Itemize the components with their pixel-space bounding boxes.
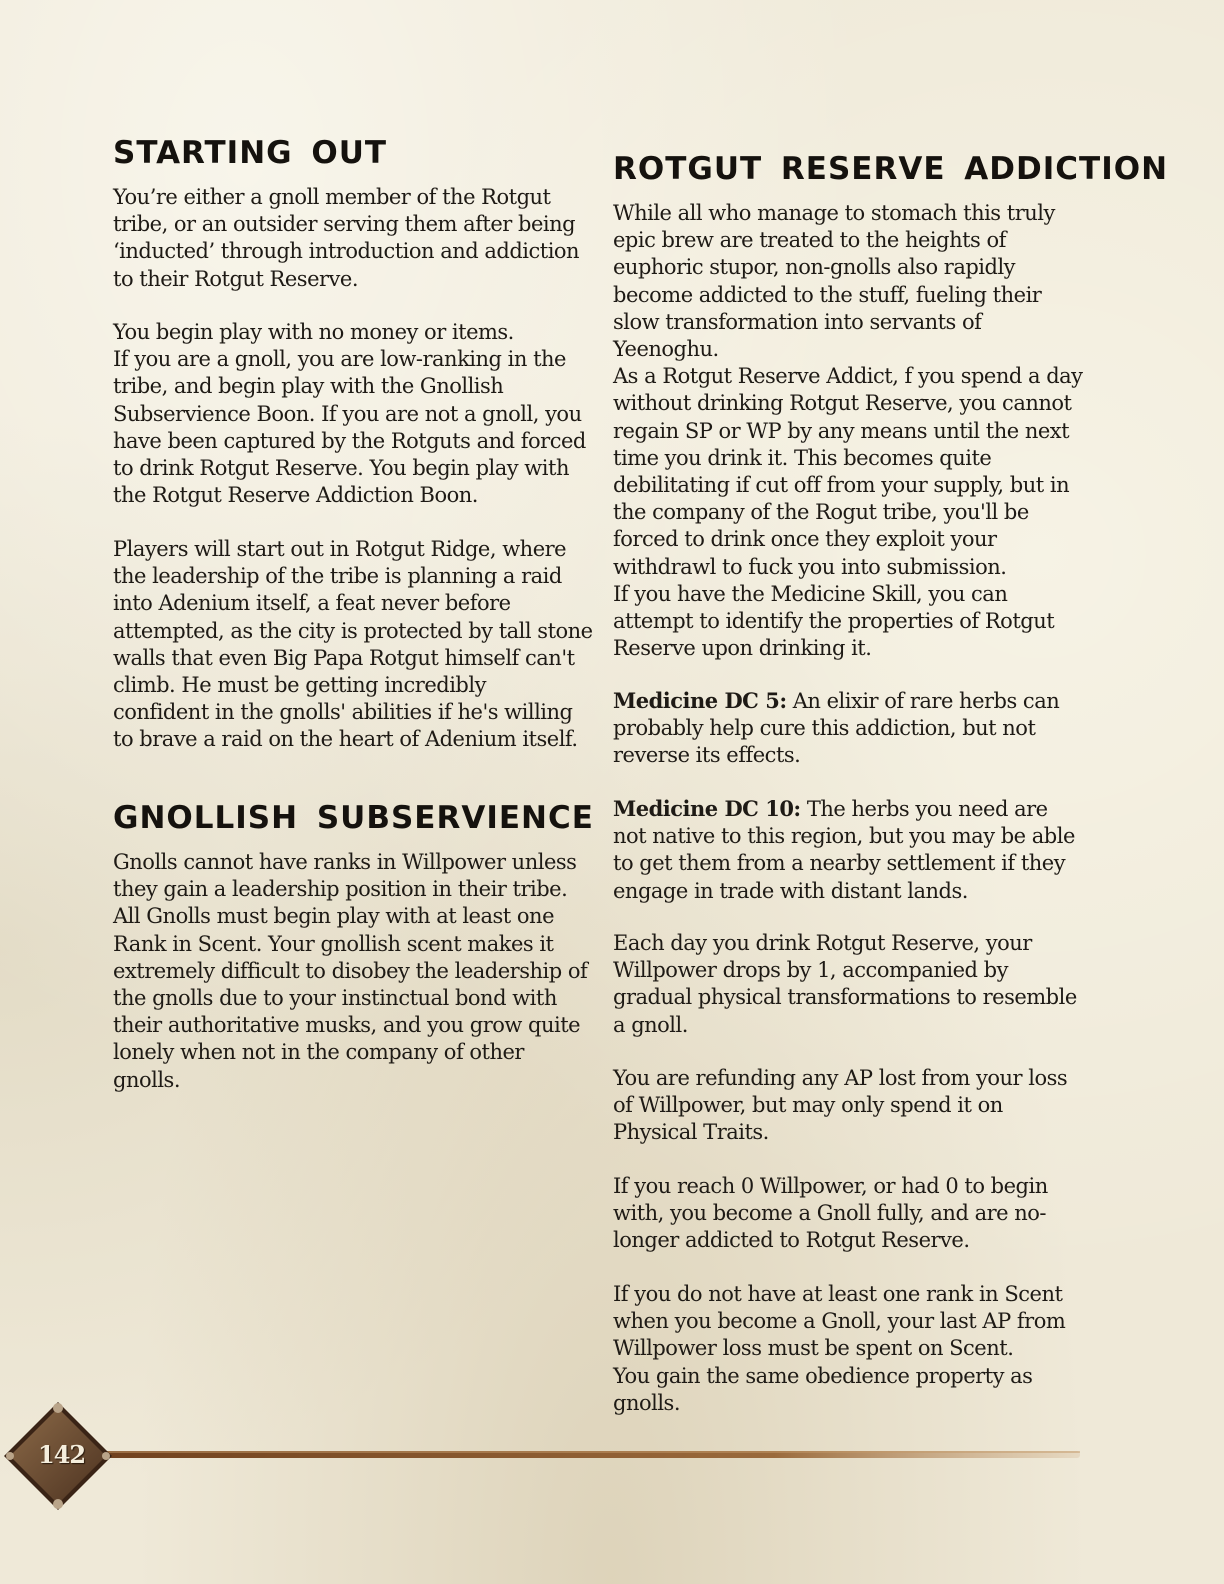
text-line: You begin play with no money or items. <box>113 320 514 344</box>
willpower-drop <box>613 930 1077 1039</box>
text-line: If you have the Medicine Skill, you can <box>613 581 1008 606</box>
text-line: slow transformation into servants of <box>613 309 982 334</box>
text-line: confident in the gnolls' abilities if he's willing <box>113 700 573 725</box>
text-line: gradual physical transformations to resemble <box>613 985 1077 1010</box>
text-line: without drinking Rotgut Reserve, you cannot <box>613 391 1072 416</box>
text-line: attempt to identify the properties of Rotgut <box>613 609 1055 634</box>
text-line: to get them from a nearby settlement if they <box>613 851 1066 876</box>
starting-out-intro <box>113 184 579 293</box>
text-line: If you reach 0 Willpower, or had 0 to begin <box>613 1174 1048 1198</box>
text-line: lonely when not in the company of other <box>113 1040 524 1065</box>
text-line: euphoric stupor, non-gnolls also rapidly <box>613 255 1016 280</box>
text-line: into Adenium itself, a feat never before <box>113 591 511 616</box>
text-line: All Gnolls must begin play with at least one <box>113 904 554 929</box>
text-line: the gnolls due to your instinctual bond with <box>113 986 557 1011</box>
medicine-dc5-label: Medicine DC 5: <box>613 688 787 713</box>
starting-out-items <box>113 319 586 509</box>
text-line: Yeenoghu. <box>613 337 719 362</box>
text-line: You are refunding any AP lost from your loss <box>613 1066 1068 1090</box>
text-line: Physical Traits. <box>613 1120 769 1145</box>
text-line: their authoritative musks, and you grow quite <box>113 1013 581 1038</box>
starting-out-heading: STARTING OUT <box>113 135 388 171</box>
text-line: Willpower drops by 1, accompanied by <box>613 958 1008 983</box>
text-line: attempted, as the city is protected by tall stone <box>113 618 593 643</box>
text-line: longer addicted to Rotgut Reserve. <box>613 1228 970 1253</box>
text-line: Rank in Scent. Your gnollish scent makes it <box>113 931 554 956</box>
medicine-dc10-first: The herbs you need are <box>800 797 1048 821</box>
text-line: of Willpower, but may only spend it on <box>613 1093 1003 1118</box>
text-line: walls that even Big Papa Rotgut himself can't <box>113 645 575 670</box>
text-line: tribe, or an outsider serving them after being <box>113 212 576 237</box>
text-line: Reserve upon drinking it. <box>613 636 872 661</box>
text-line: climb. He must be getting incredibly <box>113 673 486 698</box>
gnollish-subservience-text <box>113 849 587 1094</box>
text-line: a gnoll. <box>613 1012 688 1037</box>
text-line: forced to drink once they exploit your <box>613 527 997 552</box>
medicine-dc5 <box>613 687 1059 770</box>
text-line: the Rotgut Reserve Addiction Boon. <box>113 483 478 508</box>
medicine-dc5-first: An elixir of rare herbs can <box>786 689 1060 713</box>
text-line: with, you become a Gnoll fully, and are no- <box>613 1201 1046 1226</box>
text-line: have been captured by the Rotguts and forced <box>113 428 586 453</box>
page-number: 142 <box>38 1440 86 1469</box>
text-line: the leadership of the tribe is planning a raid <box>113 564 562 589</box>
footer-ornament <box>0 1400 1224 1510</box>
text-line: While all who manage to stomach this truly <box>613 201 1055 225</box>
page-footer <box>0 1400 1224 1510</box>
text-line: regain SP or WP by any means until the next <box>613 418 1070 443</box>
text-line: to drink Rotgut Reserve. You begin play with <box>113 456 569 481</box>
rotgut-reserve-addiction-heading: ROTGUT RESERVE ADDICTION <box>613 151 1169 187</box>
text-line: extremely difficult to disobey the leadership of <box>113 958 588 983</box>
text-line: Players will start out in Rotgut Ridge, where <box>113 537 567 561</box>
starting-out-raid <box>113 536 593 754</box>
text-line: gnolls. <box>613 1390 680 1415</box>
text-line: Subservience Boon. If you are not a gnoll, you <box>113 401 582 426</box>
text-line: reverse its effects. <box>613 743 801 768</box>
text-line: to their Rotgut Reserve. <box>113 266 359 291</box>
addiction-description <box>613 200 1083 662</box>
text-line: If you do not have at least one rank in Scent <box>613 1282 1063 1306</box>
text-line: debilitating if cut off from your supply, but in <box>613 473 1070 498</box>
text-line: tribe, and begin play with the Gnollish <box>113 374 504 399</box>
text-line: not native to this region, but you may be able <box>613 824 1075 849</box>
text-line: ‘inducted’ through introduction and addiction <box>113 239 580 264</box>
text-line: gnolls. <box>113 1067 180 1092</box>
text-line: they gain a leadership position in their tribe. <box>113 877 568 902</box>
text-line: You gain the same obedience property as <box>613 1363 1033 1388</box>
medicine-dc5-rest <box>613 715 1059 769</box>
ap-refund <box>613 1065 1067 1147</box>
gnollish-subservience-heading: GNOLLISH SUBSERVIENCE <box>113 800 594 836</box>
text-line: Willpower loss must be spent on Scent. <box>613 1336 1014 1361</box>
text-line: If you are a gnoll, you are low-ranking in the <box>113 347 566 372</box>
text-line: epic brew are treated to the heights of <box>613 228 1006 253</box>
text-line: Each day you drink Rotgut Reserve, your <box>613 931 1032 955</box>
text-line: Gnolls cannot have ranks in Willpower unless <box>113 850 577 874</box>
medicine-dc10 <box>613 795 1075 905</box>
text-line: to brave a raid on the heart of Adenium itself. <box>113 727 578 752</box>
text-line: withdrawl to fuck you into submission. <box>613 554 1007 579</box>
text-line: As a Rotgut Reserve Addict, f you spend a day <box>613 364 1083 389</box>
zero-willpower <box>613 1173 1048 1255</box>
text-line: You’re either a gnoll member of the Rotgut <box>113 185 551 209</box>
medicine-dc10-label: Medicine DC 10: <box>613 796 801 821</box>
text-line: when you become a Gnoll, your last AP from <box>613 1309 1066 1334</box>
text-line: time you drink it. This becomes quite <box>613 445 992 470</box>
medicine-dc10-rest <box>613 823 1075 905</box>
text-line: engage in trade with distant lands. <box>613 878 968 903</box>
text-line: the company of the Rogut tribe, you'll be <box>613 500 1029 525</box>
scent-requirement <box>613 1281 1065 1417</box>
text-line: probably help cure this addiction, but not <box>613 716 1036 741</box>
text-line: become addicted to the stuff, fueling their <box>613 282 1042 307</box>
